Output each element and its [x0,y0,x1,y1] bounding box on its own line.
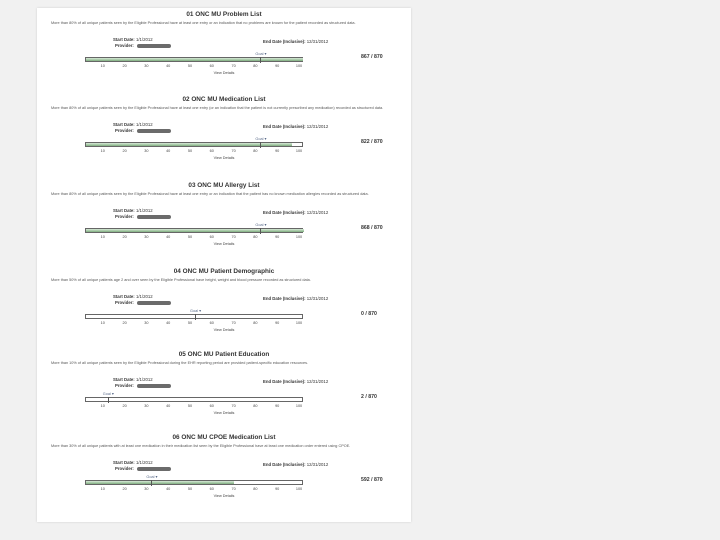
provider-label: Provider: [115,214,134,219]
tick-label: 40 [166,487,171,491]
goal-marker [108,397,109,403]
provider [115,43,171,48]
redacted-provider-name [137,301,171,305]
tick-label: 20 [122,64,127,68]
goal-marker [260,228,261,234]
score-value: 867 / 870 [361,54,383,60]
tick-label: 80 [253,487,258,491]
start-date-label: Start Date: [113,460,135,465]
start-date-label: Start Date: [113,208,135,213]
tick-label: 100 [295,404,303,408]
tick-label: 20 [122,149,127,153]
tick-label: 30 [144,487,149,491]
report-page [37,8,411,522]
measure-description: More than 80% of all unique patients seen by the Eligible Professional have at least one entry or an indication that no problems are known for the patient recorded as structured data. [51,21,356,25]
goal-dropdown[interactable]: Goal ▾ [255,52,267,56]
start-date-label: Start Date: [113,37,135,42]
end-date-label: End Date (Inclusive): [263,124,306,129]
progress-fill [86,58,303,61]
score-value: 822 / 870 [361,139,383,145]
goal-dropdown[interactable]: Goal ▾ [102,392,114,396]
tick-label: 50 [187,487,193,491]
redacted-provider-name [137,44,171,48]
measure-section [37,11,411,95]
scale-ticks [85,321,303,326]
progress-bar [85,314,303,319]
end-date-value: 12/31/2012 [306,124,329,129]
tick-label: 100 [295,321,303,325]
progress-bar [85,142,303,147]
tick-label: 90 [275,321,280,325]
tick-label: 90 [275,404,280,408]
measure-description: More than 50% of all unique patients age 2 and over seen by the Eligible Professional have height, weight and blood pressure recorded as structured data. [51,278,311,282]
tick-label: 60 [209,64,214,68]
score-value: 0 / 870 [361,311,377,317]
view-details-link[interactable]: View Details [213,411,235,415]
tick-label: 10 [100,235,105,239]
measure-title: 03 ONC MU Allergy List [188,182,260,189]
start-date-value: 1/1/2012 [135,377,153,382]
tick-label: 10 [100,321,105,325]
tick-label: 100 [295,487,303,491]
end-date-value: 12/31/2012 [306,210,329,215]
progress-fill [86,481,234,484]
start-date-value: 1/1/2012 [135,37,153,42]
progress-bar [85,480,303,485]
tick-label: 40 [166,64,171,68]
measure-title: 05 ONC MU Patient Education [178,351,270,358]
tick-label: 10 [100,487,105,491]
tick-label: 80 [253,64,258,68]
end-date-label: End Date (Inclusive): [263,379,306,384]
start-date-label: Start Date: [113,122,135,127]
start-date-label: Start Date: [113,294,135,299]
tick-label: 50 [187,404,193,408]
tick-label: 50 [187,149,193,153]
progress-bar [85,57,303,62]
end-date-label: End Date (Inclusive): [263,296,306,301]
tick-label: 60 [209,149,214,153]
goal-dropdown[interactable]: Goal ▾ [255,137,267,141]
measure-title: 04 ONC MU Patient Demographic [173,268,275,275]
goal-dropdown[interactable]: Goal ▾ [146,475,158,479]
end-date-value: 12/31/2012 [306,39,329,44]
start-date [113,377,153,382]
redacted-provider-name [137,467,171,471]
view-details-link[interactable]: View Details [213,71,235,75]
tick-label: 100 [295,64,303,68]
tick-label: 40 [166,404,171,408]
tick-label: 60 [209,487,214,491]
end-date-value: 12/31/2012 [306,296,329,301]
goal-marker [151,480,152,486]
end-date [263,124,328,129]
scale-ticks [85,235,303,240]
end-date-label: End Date (Inclusive): [263,462,306,467]
goal-marker [260,142,261,148]
tick-label: 90 [275,487,280,491]
tick-label: 80 [253,321,258,325]
tick-label: 10 [100,149,105,153]
score-value: 592 / 870 [361,477,383,483]
measure-section [37,96,411,180]
tick-label: 70 [231,404,236,408]
goal-marker [195,314,196,320]
measure-description: More than 80% of all unique patients seen by the Eligible Professional have at least one entry or an indication that the patient has no known medication allergies recorded as structured data. [51,192,369,196]
tick-label: 20 [122,321,127,325]
measure-section [37,434,411,518]
tick-label: 70 [231,487,236,491]
goal-dropdown[interactable]: Goal ▾ [255,223,267,227]
start-date-value: 1/1/2012 [135,460,153,465]
start-date [113,208,153,213]
end-date [263,39,328,44]
provider [115,300,171,305]
end-date [263,462,328,467]
provider-label: Provider: [115,43,134,48]
provider [115,128,171,133]
tick-label: 30 [144,404,149,408]
tick-label: 20 [122,487,127,491]
score-value: 2 / 870 [361,394,377,400]
redacted-provider-name [137,129,171,133]
tick-label: 90 [275,235,280,239]
measure-section [37,351,411,435]
tick-label: 70 [231,321,236,325]
measure-section [37,182,411,266]
tick-label: 90 [275,149,280,153]
tick-label: 90 [275,64,280,68]
start-date-value: 1/1/2012 [135,122,153,127]
provider-label: Provider: [115,383,134,388]
tick-label: 80 [253,235,258,239]
end-date-value: 12/31/2012 [306,379,329,384]
provider-label: Provider: [115,128,134,133]
tick-label: 60 [209,235,214,239]
measure-section [37,268,411,352]
tick-label: 60 [209,321,214,325]
tick-label: 80 [253,149,258,153]
score-value: 868 / 870 [361,225,383,231]
tick-label: 80 [253,404,258,408]
progress-fill [86,229,304,232]
end-date [263,210,328,215]
progress-bar [85,397,303,402]
tick-label: 100 [295,149,303,153]
provider-label: Provider: [115,466,134,471]
end-date-value: 12/31/2012 [306,462,329,467]
tick-label: 100 [295,235,303,239]
tick-label: 60 [209,404,214,408]
view-details-link[interactable]: View Details [213,494,235,498]
tick-label: 70 [231,235,236,239]
start-date [113,122,153,127]
tick-label: 40 [166,235,171,239]
start-date [113,294,153,299]
tick-label: 50 [187,235,193,239]
tick-label: 30 [144,321,149,325]
measure-description: More than 10% of all unique patients seen by the Eligible Professional during the EHR reporting period are provided patient-specific education resources. [51,361,309,365]
end-date [263,296,328,301]
view-details-link[interactable]: View Details [213,328,235,332]
provider [115,214,171,219]
provider-label: Provider: [115,300,134,305]
goal-marker [260,57,261,63]
start-date-value: 1/1/2012 [135,294,153,299]
scale-ticks [85,487,303,492]
end-date-label: End Date (Inclusive): [263,39,306,44]
end-date [263,379,328,384]
tick-label: 30 [144,64,149,68]
tick-label: 20 [122,404,127,408]
view-details-link[interactable]: View Details [213,156,235,160]
measure-title: 01 ONC MU Problem List [186,11,262,18]
provider [115,466,171,471]
redacted-provider-name [137,215,171,219]
scale-ticks [85,404,303,409]
tick-label: 10 [100,404,105,408]
tick-label: 40 [166,149,171,153]
measure-title: 06 ONC MU CPOE Medication List [172,434,276,441]
start-date-label: Start Date: [113,377,135,382]
start-date [113,37,153,42]
measure-description: More than 80% of all unique patients seen by the Eligible Professional have at least one entry (or an indication that the patient is not currently prescribed any medication) recorded as structured data. [51,106,384,110]
tick-label: 50 [187,321,193,325]
scale-ticks [85,64,303,69]
measure-title: 02 ONC MU Medication List [182,96,266,103]
provider [115,383,171,388]
tick-label: 40 [166,321,171,325]
tick-label: 70 [231,149,236,153]
progress-bar [85,228,303,233]
goal-dropdown[interactable]: Goal ▾ [190,309,201,313]
tick-label: 10 [100,64,105,68]
redacted-provider-name [137,384,171,388]
tick-label: 70 [231,64,236,68]
start-date [113,460,153,465]
scale-ticks [85,149,303,154]
tick-label: 50 [187,64,193,68]
end-date-label: End Date (Inclusive): [263,210,306,215]
tick-label: 30 [144,149,149,153]
view-details-link[interactable]: View Details [213,242,235,246]
start-date-value: 1/1/2012 [135,208,153,213]
tick-label: 20 [122,235,127,239]
tick-label: 30 [144,235,149,239]
measure-description: More than 30% of all unique patients with at least one medication in their medication list seen by the Eligible Professional have at least one medication order entered using CPOE. [51,444,351,448]
